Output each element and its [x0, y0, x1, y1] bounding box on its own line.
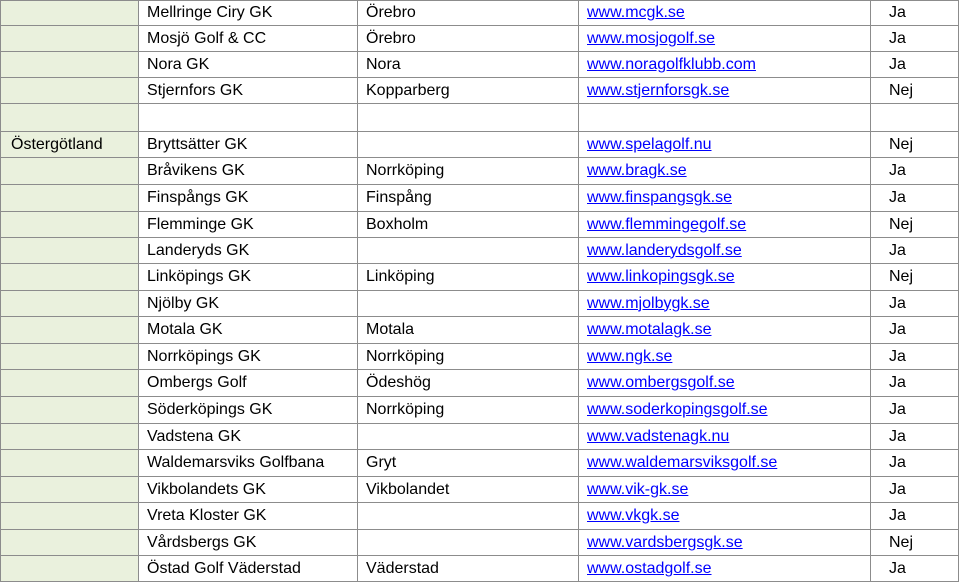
answer-cell: Nej: [871, 78, 959, 104]
club-name-cell: Mellringe Ciry GK: [139, 1, 358, 26]
club-name-cell: Vreta Kloster GK: [139, 503, 358, 530]
website-cell: [579, 238, 871, 264]
club-website-link[interactable]: www.mosjogolf.se: [587, 29, 716, 47]
club-name-cell: Stjernfors GK: [139, 78, 358, 104]
answer-cell: Ja: [871, 370, 959, 397]
city-cell: Vikbolandet: [358, 477, 579, 503]
answer-cell: Ja: [871, 291, 959, 317]
answer-cell: Ja: [871, 317, 959, 344]
answer-cell: Nej: [871, 132, 959, 158]
answer-cell: Nej: [871, 530, 959, 556]
club-website-link[interactable]: www.soderkopingsgolf.se: [587, 401, 768, 418]
answer-cell: Ja: [871, 52, 959, 78]
region-cell: [1, 264, 139, 291]
region-cell: [1, 291, 139, 317]
city-cell: Norrköping: [358, 158, 579, 185]
table-row: [1, 556, 959, 582]
club-name-cell: Bråvikens GK: [139, 158, 358, 185]
city-cell: Norrköping: [358, 397, 579, 424]
website-cell: [579, 1, 871, 26]
answer-cell: Ja: [871, 424, 959, 450]
region-cell: [1, 503, 139, 530]
club-website-link[interactable]: www.ostadgolf.se: [587, 559, 712, 577]
table-row: [1, 158, 959, 185]
website-cell: [579, 212, 871, 238]
table-row: [1, 530, 959, 556]
website-cell: [579, 530, 871, 556]
club-name-cell: Waldemarsviks Golfbana: [139, 450, 358, 477]
club-name-cell: Vadstena GK: [139, 424, 358, 450]
city-cell: [358, 291, 579, 317]
club-name-cell: Vikbolandets GK: [139, 477, 358, 503]
region-cell: [1, 317, 139, 344]
club-name-cell: Söderköpings GK: [139, 397, 358, 424]
table-row: [1, 344, 959, 370]
website-cell: [579, 424, 871, 450]
website-cell: [579, 503, 871, 530]
region-cell: [1, 556, 139, 582]
answer-cell: Nej: [871, 212, 959, 238]
table-row: [1, 317, 959, 344]
website-cell: [579, 104, 871, 132]
answer-cell: Ja: [871, 477, 959, 503]
region-cell: [1, 26, 139, 52]
table-row: [1, 503, 959, 530]
table-row: [1, 370, 959, 397]
website-cell: [579, 344, 871, 370]
club-name-cell: Njölby GK: [139, 291, 358, 317]
table-row: [1, 424, 959, 450]
region-cell: [1, 477, 139, 503]
club-name-cell: Mosjö Golf & CC: [139, 26, 358, 52]
table-row: [1, 291, 959, 317]
club-website-link[interactable]: www.flemmingegolf.se: [587, 215, 747, 233]
club-website-link[interactable]: www.finspangsgk.se: [587, 189, 732, 206]
website-cell: [579, 556, 871, 582]
city-cell: [358, 104, 579, 132]
region-cell: Östergötland: [1, 132, 139, 158]
club-website-link[interactable]: www.linkopingsgk.se: [587, 268, 735, 285]
table-row: [1, 238, 959, 264]
club-name-cell: Vårdsbergs GK: [139, 530, 358, 556]
city-cell: Ödeshög: [358, 370, 579, 397]
website-cell: [579, 450, 871, 477]
city-cell: [358, 530, 579, 556]
region-cell: [1, 397, 139, 424]
table-row: [1, 52, 959, 78]
table-row: [1, 78, 959, 104]
region-cell: [1, 424, 139, 450]
website-cell: [579, 264, 871, 291]
club-name-cell: Östad Golf Väderstad: [139, 556, 358, 582]
city-cell: Nora: [358, 52, 579, 78]
region-cell: [1, 52, 139, 78]
table-row: [1, 132, 959, 158]
club-website-link[interactable]: www.mcgk.se: [587, 4, 685, 21]
club-website-link[interactable]: www.waldemarsviksgolf.se: [587, 454, 778, 471]
region-cell: [1, 344, 139, 370]
table-row: [1, 26, 959, 52]
city-cell: Örebro: [358, 26, 579, 52]
region-cell: [1, 1, 139, 26]
club-website-link[interactable]: www.spelagolf.nu: [587, 135, 712, 153]
club-website-link[interactable]: www.mjolbygk.se: [587, 294, 710, 312]
region-cell: [1, 370, 139, 397]
answer-cell: Ja: [871, 1, 959, 26]
club-website-link[interactable]: www.vkgk.se: [587, 507, 680, 524]
city-cell: [358, 503, 579, 530]
club-name-cell: Flemminge GK: [139, 212, 358, 238]
website-cell: [579, 291, 871, 317]
club-website-link[interactable]: www.vik-gk.se: [587, 480, 689, 498]
region-cell: [1, 530, 139, 556]
club-name-cell: Bryttsätter GK: [139, 132, 358, 158]
city-cell: Finspång: [358, 185, 579, 212]
club-website-link[interactable]: www.vadstenagk.nu: [587, 427, 730, 445]
answer-cell: Nej: [871, 264, 959, 291]
table-row: [1, 450, 959, 477]
table-row: [1, 397, 959, 424]
city-cell: Motala: [358, 317, 579, 344]
table-row: [1, 1, 959, 26]
answer-cell: Ja: [871, 450, 959, 477]
city-cell: Kopparberg: [358, 78, 579, 104]
club-website-link[interactable]: www.vardsbergsgk.se: [587, 533, 743, 551]
club-name-cell: Norrköpings GK: [139, 344, 358, 370]
answer-cell: Ja: [871, 344, 959, 370]
table-row: [1, 264, 959, 291]
club-name-cell: Landeryds GK: [139, 238, 358, 264]
region-cell: [1, 104, 139, 132]
answer-cell: Ja: [871, 158, 959, 185]
city-cell: Örebro: [358, 1, 579, 26]
club-name-cell: Nora GK: [139, 52, 358, 78]
answer-cell: Ja: [871, 397, 959, 424]
city-cell: Gryt: [358, 450, 579, 477]
city-cell: [358, 424, 579, 450]
club-website-link[interactable]: www.landerydsgolf.se: [587, 241, 742, 259]
club-website-link[interactable]: www.noragolfklubb.com: [587, 55, 756, 73]
table-row: [1, 185, 959, 212]
answer-cell: Ja: [871, 238, 959, 264]
website-cell: [579, 132, 871, 158]
club-name-cell: Motala GK: [139, 317, 358, 344]
club-name-cell: Ombergs Golf: [139, 370, 358, 397]
answer-cell: Ja: [871, 503, 959, 530]
city-cell: [358, 238, 579, 264]
club-name-cell: [139, 104, 358, 132]
website-cell: [579, 477, 871, 503]
city-cell: Linköping: [358, 264, 579, 291]
answer-cell: Ja: [871, 185, 959, 212]
city-cell: [358, 132, 579, 158]
region-cell: [1, 212, 139, 238]
club-name-cell: Finspångs GK: [139, 185, 358, 212]
answer-cell: Ja: [871, 26, 959, 52]
club-website-link[interactable]: www.ngk.se: [587, 347, 673, 365]
city-cell: Norrköping: [358, 344, 579, 370]
answer-cell: [871, 104, 959, 132]
region-cell: [1, 450, 139, 477]
club-website-link[interactable]: www.ombergsgolf.se: [587, 374, 735, 391]
region-cell: [1, 185, 139, 212]
table-row: [1, 477, 959, 503]
table-row: [1, 104, 959, 132]
website-cell: [579, 185, 871, 212]
city-cell: Boxholm: [358, 212, 579, 238]
club-website-link[interactable]: www.bragk.se: [587, 162, 687, 179]
region-cell: [1, 158, 139, 185]
website-cell: [579, 78, 871, 104]
website-cell: [579, 158, 871, 185]
region-cell: [1, 238, 139, 264]
website-cell: [579, 370, 871, 397]
region-cell: [1, 78, 139, 104]
website-cell: [579, 52, 871, 78]
club-name-cell: Linköpings GK: [139, 264, 358, 291]
club-website-link[interactable]: www.motalagk.se: [587, 321, 712, 338]
website-cell: [579, 317, 871, 344]
club-website-link[interactable]: www.stjernforsgk.se: [587, 81, 730, 99]
answer-cell: Ja: [871, 556, 959, 582]
table-row: [1, 212, 959, 238]
city-cell: Väderstad: [358, 556, 579, 582]
website-cell: [579, 26, 871, 52]
website-cell: [579, 397, 871, 424]
